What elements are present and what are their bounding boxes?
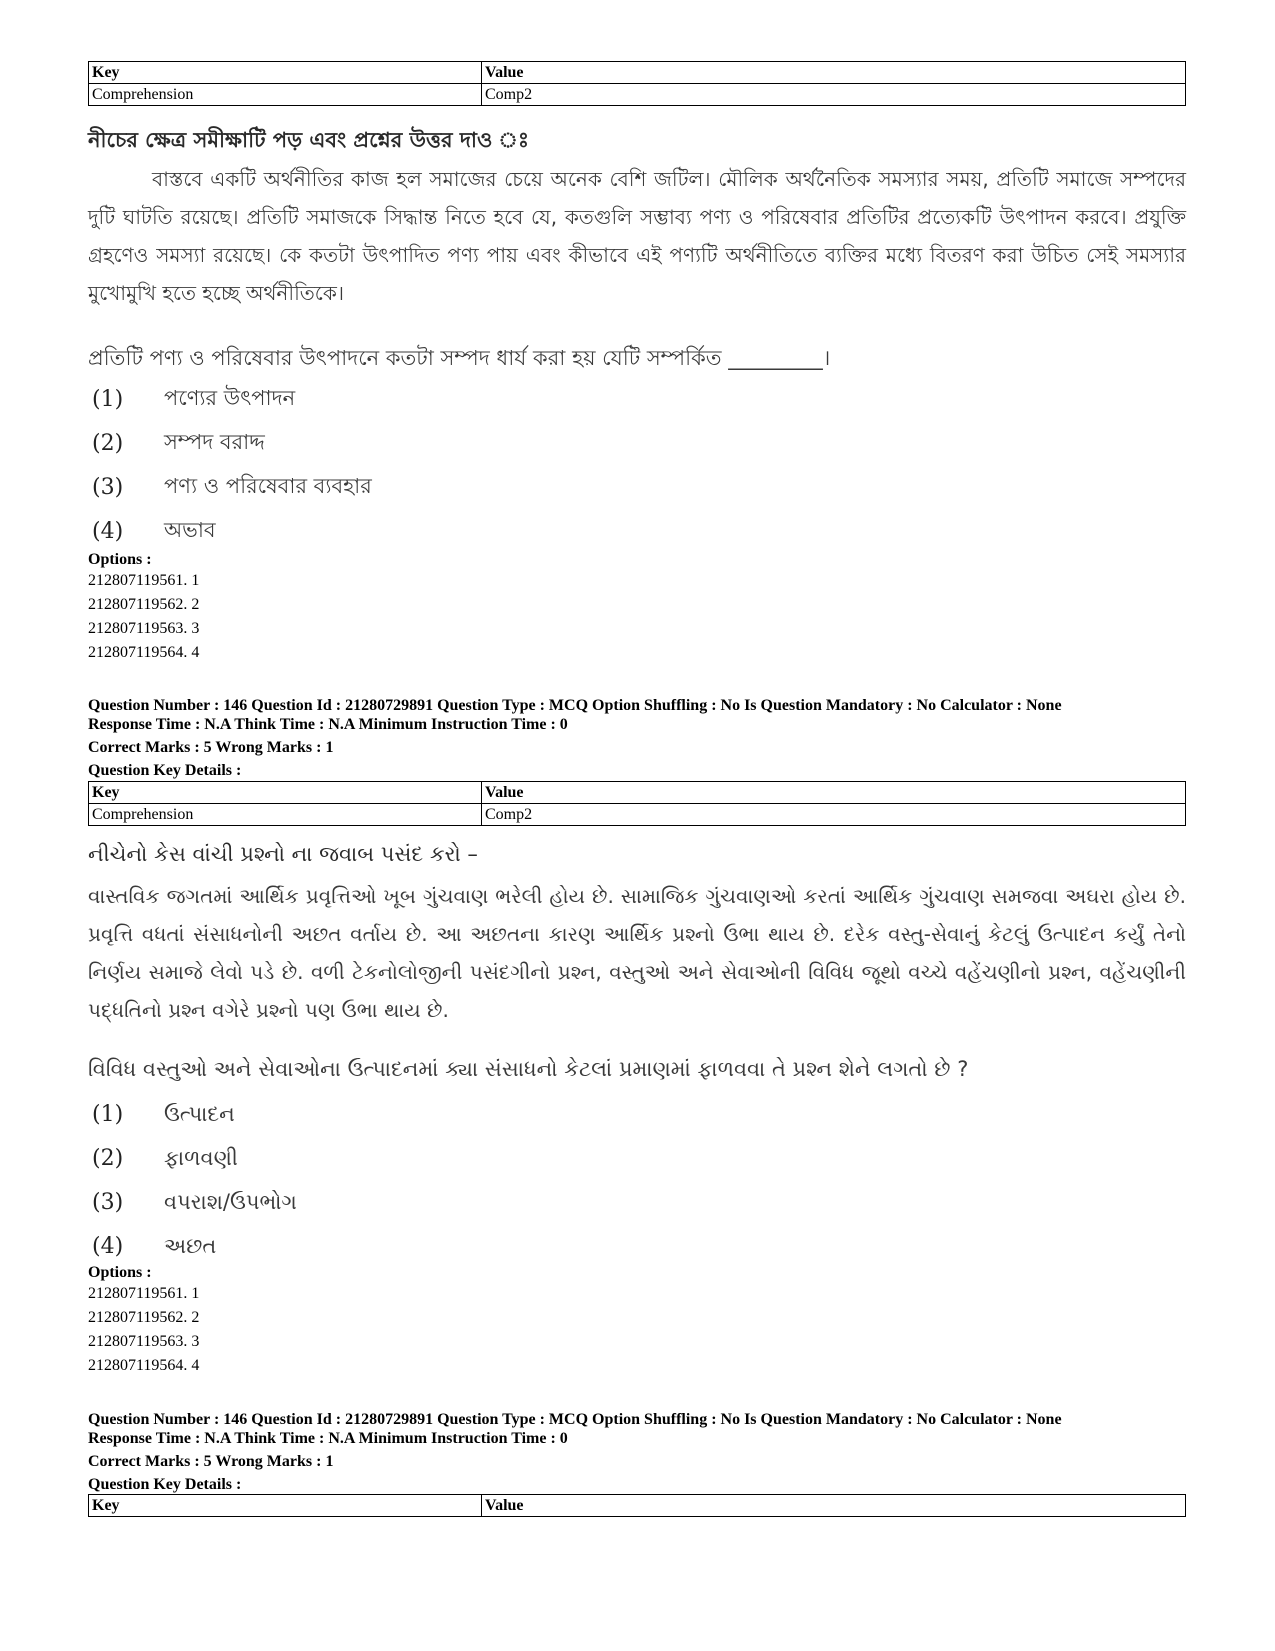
comprehension-paragraph-bengali: বাস্তবে একটি অর্থনীতির কাজ হল সমাজের চেয়ে অনেক বেশি জটিল। মৌলিক অর্থনৈতিক সমস্যার সময়, প্রতিটি সমাজে সম্পদের দুটি ঘাটতি রয়েছে। প্রতিটি সমাজকে সিদ্ধান্ত নিতে হবে যে, কতগুলি সম্ভাব্য পণ্য ও পরিষেবার প্রতিটির প্রত্যেকটি উৎপাদন করবে। প্রযুক্তি গ্রহণেও সমস্যা রয়েছে। কে কতটা উৎপাদিত পণ্য পায় এবং কীভাবে এই পণ্যটি অর্থনীতিতে ব্যক্তির মধ্যে বিতরণ করা উচিত সেই সমস্যার মুখোমুখি হতে হচ্ছে অর্থনীতিকে।	[88, 167, 1186, 305]
choice-item	[92, 1092, 992, 1136]
question-key-details-label: Question Key Details :	[88, 1476, 242, 1493]
table-row	[89, 84, 1186, 106]
question-meta-2	[88, 1410, 1238, 1494]
option-line: 212807119561. 1	[88, 572, 200, 589]
table-header-value: Value	[482, 782, 1186, 804]
options-section-2	[88, 1264, 199, 1378]
table-header-key: Key	[89, 1495, 482, 1517]
table-header-key: Key	[89, 62, 482, 84]
choice-item	[92, 1136, 992, 1180]
choice-text: পণ্যের উৎপাদন	[164, 385, 296, 410]
option-line: 212807119563. 3	[88, 1333, 200, 1350]
options-label: Options :	[88, 1264, 152, 1281]
options-section-1	[88, 551, 199, 665]
choice-item	[92, 377, 992, 421]
choice-text: ઉત્પાદન	[164, 1101, 235, 1126]
option-line: 212807119564. 4	[88, 644, 200, 661]
marks-line: Correct Marks : 5 Wrong Marks : 1	[88, 739, 334, 756]
choice-text: সম্পদ বরাদ্দ	[164, 429, 265, 454]
question-meta-1	[88, 696, 1238, 780]
choice-number: (1)	[92, 1101, 124, 1127]
choice-number: (1)	[92, 386, 124, 412]
question-meta-line: Question Number : 146 Question Id : 21280729891 Question Type : MCQ Option Shuffling : No Is Question Mandatory : No Calculator : None	[88, 697, 1062, 714]
question-key-details-label: Question Key Details :	[88, 762, 242, 779]
choice-text: ફાળવણી	[164, 1145, 238, 1170]
choice-number: (3)	[92, 474, 124, 500]
table-header-row	[89, 782, 1186, 804]
question-meta-line: Response Time : N.A Think Time : N.A Minimum Instruction Time : 0	[88, 716, 568, 733]
options-label: Options :	[88, 551, 152, 568]
choice-text: অভাব	[164, 517, 216, 542]
question-meta-line: Question Number : 146 Question Id : 21280729891 Question Type : MCQ Option Shuffling : No Is Question Mandatory : No Calculator : None	[88, 1411, 1062, 1428]
choice-list-gujarati	[92, 1092, 992, 1268]
marks-line: Correct Marks : 5 Wrong Marks : 1	[88, 1453, 334, 1470]
option-line: 212807119562. 2	[88, 596, 200, 613]
table-row	[89, 804, 1186, 826]
key-value-table-2	[88, 781, 1186, 826]
choice-item	[92, 1180, 992, 1224]
choice-item	[92, 509, 992, 553]
choice-item	[92, 465, 992, 509]
table-header-value: Value	[482, 62, 1186, 84]
table-header-value: Value	[482, 1495, 1186, 1517]
comprehension-paragraph-gujarati: વાસ્તવિક જગતમાં આર્થિક પ્રવૃત્તિઓ ખૂબ ગુંચવાણ ભરેલી હોય છે. સામાજિક ગુંચવાણઓ કરતાં આર્થિક ગુંચવાણ સમજવા અઘરા હોય છે. પ્રવૃત્તિ વધતાં સંસાધનોની અછત વર્તાય છે. આ અછતના કારણ આર્થિક પ્રશ્નો ઉભા થાય છે. દરેક વસ્તુ-સેવાનું કેટલું ઉત્પાદન કર્યું તેનો નિર્ણય સમાજે લેવો પડે છે. વળી ટેકનોલોજીની પસંદગીનો પ્રશ્ન, વસ્તુઓ અને સેવાઓની વિવિધ જૂથો વચ્ચે વહેંચણીનો પ્રશ્ન, વહેંચણીની પદ્ધતિનો પ્રશ્ન વગેરે પ્રશ્નો પણ ઉભા થાય છે.	[88, 884, 1186, 1022]
choice-number: (2)	[92, 1145, 124, 1171]
option-line: 212807119561. 1	[88, 1285, 200, 1302]
table-header-row	[89, 62, 1186, 84]
table-cell-value: Comp2	[482, 84, 1186, 106]
option-line: 212807119562. 2	[88, 1309, 200, 1326]
table-header-row	[89, 1495, 1186, 1517]
question-text-gujarati: વિવિધ વસ્તુઓ અને સેવાઓના ઉત્પાદનમાં ક્યા સંસાધનો કેટલાં પ્રમાણમાં ફાળવવા તે પ્રશ્ન શેને લગતો છે ?	[88, 1057, 969, 1081]
table-cell-key: Comprehension	[89, 84, 482, 106]
table-cell-value: Comp2	[482, 804, 1186, 826]
key-value-table-1	[88, 61, 1186, 106]
comprehension-heading-gujarati: નીચેનો કેસ વાંચી પ્રશ્નો ના જવાબ પસંદ કરો –	[88, 842, 478, 866]
choice-item	[92, 1224, 992, 1268]
choice-number: (4)	[92, 518, 124, 544]
choice-list-bengali	[92, 377, 992, 553]
question-meta-line: Response Time : N.A Think Time : N.A Minimum Instruction Time : 0	[88, 1430, 568, 1447]
comprehension-heading-bengali: নীচের ক্ষেত্র সমীক্ষাটি পড় এবং প্রশ্নের উত্তর দাও ঃ	[88, 128, 530, 152]
choice-text: পণ্য ও পরিষেবার ব্যবহার	[164, 473, 372, 498]
choice-number: (3)	[92, 1189, 124, 1215]
table-cell-key: Comprehension	[89, 804, 482, 826]
choice-text: વપરાશ/ઉપભોગ	[164, 1189, 297, 1214]
table-header-key: Key	[89, 782, 482, 804]
option-line: 212807119563. 3	[88, 620, 200, 637]
choice-number: (2)	[92, 430, 124, 456]
option-line: 212807119564. 4	[88, 1357, 200, 1374]
choice-text: અછત	[164, 1233, 217, 1258]
choice-number: (4)	[92, 1233, 124, 1259]
question-text-bengali: প্রতিটি পণ্য ও পরিষেবার উৎপাদনে কতটা সম্পদ ধার্য করা হয় যেটি সম্পর্কিত _________।	[88, 346, 831, 370]
choice-item	[92, 421, 992, 465]
key-value-table-3	[88, 1494, 1186, 1517]
